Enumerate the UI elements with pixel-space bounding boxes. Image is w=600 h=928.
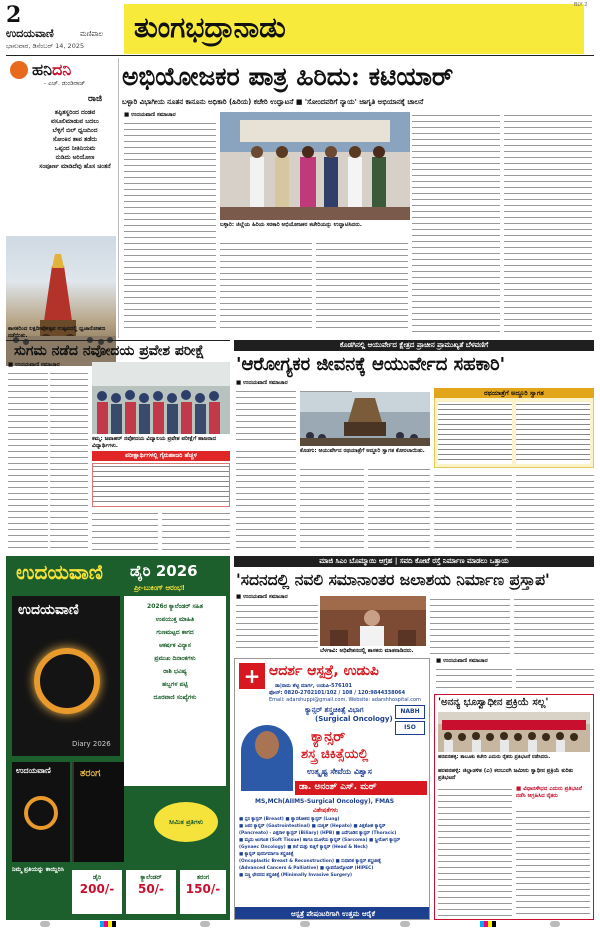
feature-line: ರಾಶಿ ಭವಿಷ್ಯ: [163, 668, 187, 675]
diary-book-2: [72, 762, 124, 862]
main-text-col-4: [412, 112, 500, 332]
column-divider: [118, 58, 119, 338]
price-box-2: [126, 870, 176, 914]
hospital-big-kn-1: ಕ್ಯಾನ್ಸರ್: [311, 729, 346, 745]
hani-word: ಹನಿ: [32, 60, 52, 79]
navodaya-text-col-4: [162, 510, 230, 552]
savadatti-dateline: ■ ಉದಯವಾಣಿ ಸಮಾಚಾರ: [236, 594, 288, 600]
main-dateline: ■ ಉದಯವಾಣಿ ಸಮಾಚಾರ: [124, 112, 176, 118]
price-box-3: [180, 870, 226, 914]
reg-mark-icon: [300, 921, 310, 927]
feature-line: ದೂರವಾಣಿ ಸಂಖ್ಯೆಗಳು: [153, 694, 197, 701]
ayurveda-text-col-6: [434, 472, 512, 552]
diary-cover-year: Diary 2026: [72, 740, 111, 748]
diary-cover: [12, 596, 120, 756]
feature-line: ಆಕರ್ಷಕ ವಿನ್ಯಾಸ: [159, 642, 191, 649]
price-label: ಡೈರಿ: [92, 874, 102, 881]
ayurveda-headline: 'ಆರೋಗ್ಯಕರ ಜೀವನಕ್ಕೆ ಆಯುರ್ವೇದ ಸಹಕಾರಿ': [236, 354, 506, 375]
service-line: ■ ಜಠರ ಕ್ಯಾನ್ಸರ್ (Gastrointestinal) ■ ಯಕೃತ್ (Hepato) ■ ಪಿತ್ತಕೋಶ ಕ್ಯಾನ್ಸರ್: [239, 824, 386, 829]
hani-dani-box: [6, 58, 116, 320]
ayurveda-sidebar-title: ರಥಯಾತ್ರೆಗೆ ಅದ್ದೂರಿ ಸ್ವಾಗತ: [434, 388, 594, 398]
feature-line: 2026ರ ಕ್ಯಾಲೆಂಡರ್ ಸಹಿತ: [147, 603, 203, 610]
reg-mark-icon: [100, 921, 116, 927]
main-photo: [220, 112, 410, 220]
poem-line: ತಪ್ಪಿತಸ್ಥರಿಂದ ದಂಡವ: [54, 109, 96, 116]
left-photo-caption: ಶಾಸಕರಿಂದ ಲಕ್ಷದೀಪೋತ್ಸವ ಉತ್ಸವದಲ್ಲಿ ಧ್ವಜಾರೋಹಣ ನಡೆಯಿತು.: [8, 326, 106, 339]
hospital-slogan: ಆಸ್ಪತ್ರೆ ಪೇಷಂಟರಿಗಾಗಿ ಉತ್ತಮ ಆರೈಕೆ: [235, 907, 430, 920]
ayurveda-text-col-1: [236, 388, 296, 444]
main-text-col-3: [316, 240, 408, 332]
main-subhead: ಬಳ್ಳಾರಿ ವಿಭಾಗೀಯ ನೂತನ ಕಾನೂನು ಅಧಿಕಾರಿ (ಹಿರಿಯ) ಕಚೇರಿ ಉದ್ಘಾಟನೆ ■ 'ಸೋಂದವರಿಗೆ ನ್ಯಾಯ' ಜಾಗೃತಿ ಅಭಿಯಾನಕ್ಕೆ ಚಾಲನೆ: [122, 98, 424, 106]
iso-badge: ISO: [395, 721, 425, 735]
savadatti-text-col-2: [430, 596, 510, 654]
right-dateline: ■ ಉದಯವಾಣಿ ಸಮಾಚಾರ: [436, 658, 488, 664]
diary-cover-brand: ಉದಯವಾಣಿ: [18, 602, 79, 618]
ayurveda-sidebar-text-1: [438, 402, 512, 464]
feature-line: ಹಬ್ಬಗಳ ಪಟ್ಟಿ: [162, 681, 188, 688]
paper-name: ಉದಯವಾಣಿ: [6, 27, 54, 40]
section-title: ತುಂಗಭದ್ರಾನಾಡು: [134, 11, 286, 44]
navodaya-sidebar-title: ಪರೀಕ್ಷಾರ್ಥಿಗಳಲ್ಲಿ ಗೈರುಹಾಜರಿ ಹೆಚ್ಚಳ: [92, 451, 230, 461]
ayurveda-text-col-5: [368, 466, 430, 552]
poem-line: ವಸೂಲಿಮಾಡುವ ಬದಲು: [51, 118, 99, 125]
service-line: ■ ಕ್ಯಾನ್ಸರ್ ಪುನರ್ನಿರ್ಮಾಣ ಶಸ್ತ್ರಚಿಕಿತ್ಸೆ: [239, 852, 294, 857]
hospital-logo-icon: +: [239, 663, 265, 689]
bhoomi-intro: ಹರಪನಹಳ್ಳಿ: ಜಿಲ್ಲಾಡಳಿತ (ಎ) ಕಲಬುರಗಿ ಜಮೀನು ಸ್ವಾಧೀನ ಪ್ರಕ್ರಿಯೆ ಕುರಿತು ಪ್ರತಿಭಟನೆ: [438, 768, 574, 781]
doctor-photo: [241, 725, 293, 791]
navodaya-text-col-2: [50, 370, 88, 552]
session-banner: ಮಾಜಿ ಸಿಎಂ ಬೊಮ್ಮಾಯಿ ಆಗ್ರಹ | ಸವದಿ ಕೋಟೆ ರಸ್ತೆ ನಿರ್ಮಾಣ ಮಾಡಲು ಒತ್ತಾಯ: [234, 556, 594, 567]
savadatti-photo-caption: ಬೆಳಗಾವಿ: ಅಧಿವೇಶನದಲ್ಲಿ ಶಾಸಕರು ಮಾತನಾಡಿದರು.: [320, 648, 414, 654]
savadatti-headline: 'ಸದನದಲ್ಲಿ ನವಲಿ ಸಮಾನಾಂತರ ಜಲಾಶಯ ನಿರ್ಮಾಣ ಪ್ರಸ್ತಾಪ': [236, 570, 550, 589]
nabh-badge: NABH: [395, 705, 425, 719]
ayurveda-sidebar-text-2: [516, 402, 590, 464]
bhoomi-photo-caption: ಹರಪನಹಳ್ಳಿ: ತಾಲೂಕು ಕಚೇರಿ ಎದುರು ರೈತರು ಪ್ರತಿಭಟನೆ ನಡೆಸಿದರು.: [438, 754, 551, 760]
ayurveda-dateline: ■ ಉದಯವಾಣಿ ಸಮಾಚಾರ: [236, 380, 288, 386]
dani-word: ದನಿ: [51, 60, 72, 79]
diary-ad-tagline: ಪ್ರೀ-ಬುಕಿಂಗ್ ಆರಂಭ!: [134, 584, 185, 592]
navodaya-text-col-1: [8, 370, 48, 552]
navodaya-dateline: ■ ಉದಯವಾಣಿ ಸಮಾಚಾರ: [8, 362, 60, 368]
right-text-col-2: [516, 666, 594, 692]
main-text-col-2: [220, 240, 312, 332]
diary-ad-title: ಡೈರಿ 2026: [130, 562, 198, 580]
price-label: ಕ್ಯಾಲೆಂಡರ್: [140, 874, 162, 881]
poem-line: ಸೋಂಕಿನ ತಾಪ ತಡೆದು: [52, 136, 98, 143]
hospital-name: ಆದರ್ಶ ಆಸ್ಪತ್ರೆ, ಉಡುಪಿ: [269, 663, 379, 679]
doctor-face: [255, 731, 279, 759]
reg-mark-icon: [200, 921, 210, 927]
service-line: (Pancreato) - ಪಿತ್ತನಾಳ ಕ್ಯಾನ್ಸರ್ (Biliary) (HPB) ■ ಎದೆಗೂಡಿನ ಕ್ಯಾನ್ಸರ್ (Thoracic): [239, 831, 397, 836]
bhoomi-photo: [438, 712, 590, 752]
service-line: (Advanced Cancers & Palliative) ■ ಲ್ಯಾಪರೋಸ್ಕೋಪಿಕ್ (HIPEC): [239, 866, 374, 871]
doctor-credentials: MS,MCh(AIIMS-Surgical Oncology), FMAS: [255, 798, 395, 805]
service-line: ■ ಸಣ್ಣ ಛೇದನದ ಶಸ್ತ್ರಚಿಕಿತ್ಸೆ (Minimally Invasive Surgery): [239, 873, 353, 878]
main-text-col-1: [124, 120, 216, 330]
ayurveda-chariot-photo: [300, 392, 430, 446]
feature-line: ಗುಣಮಟ್ಟದ ಕಾಗದ: [156, 629, 194, 636]
navodaya-photo-caption: ಕಮ್ಮ: ಜವಾಹರ್ ನವೋದಯ ವಿದ್ಯಾಲಯ ಪ್ರವೇಶ ಪರೀಕ್ಷೆಗೆ ಹಾಜರಾದ ವಿದ್ಯಾರ್ಥಿಗಳು.: [92, 436, 217, 449]
hani-dani-logo: [10, 61, 28, 79]
hospital-web: Email: adarshuppi@gmail.com, Website: adarshhospital.com: [269, 697, 421, 703]
price-value: 50/-: [137, 882, 165, 896]
hani-dani-byline: - ಎಚ್. ಡುಂಡಿರಾಜ್: [44, 80, 86, 87]
poem-line: ಸಂಪೂರ್ಣ ಮಾಡಿದೆವು ಹೊಸ ಚಿಂತನೆ: [39, 163, 111, 170]
reg-mark-icon: [400, 921, 410, 927]
diary-ad-brand: ಉದಯವಾಣಿ: [16, 560, 103, 584]
ayurveda-photo-caption: ಕೊಡಗು: ಆಯುರ್ವೇದ ರಥಯಾತ್ರೆಗೆ ಅದ್ದೂರಿ ಸ್ವಾಗತ ಕೋರಲಾಯಿತು.: [300, 448, 425, 454]
poem-line: ನುಡಿದು ಅರಿಯೋಣ: [55, 154, 95, 161]
poem-title: ರಾಜಿ: [88, 94, 102, 104]
hospital-dept-en: (Surgical Oncology): [315, 715, 393, 723]
poem-line: ಬೆಳ್ಳಿಗೆ ಬಿಲ್ ಧ್ವಜದಿಂದ: [52, 127, 98, 134]
savadatti-text-col-1: [236, 602, 318, 652]
hospital-big-kn-2: ಶಸ್ತ್ರ ಚಿಕಿತ್ಸೆಯಲ್ಲಿ: [301, 747, 369, 762]
reg-mark-icon: [550, 921, 560, 927]
navodaya-top-rule: [6, 340, 230, 341]
reg-mark-icon: [40, 921, 50, 927]
issue-date: ಭಾನುವಾರ, ಡಿಸೆಂಬರ್ 14, 2025: [6, 42, 85, 50]
navodaya-photo: [92, 362, 230, 434]
speciality-label: ವಿಶೇಷತೆಗಳು: [313, 807, 339, 814]
service-line: (Oncoplastic Breast & Reconstruction) ■ ಸುಧಾರಿತ ಕ್ಯಾನ್ಸರ್ ಶಸ್ತ್ರಚಿಕಿತ್ಸೆ: [239, 859, 381, 864]
main-text-col-5: [504, 112, 592, 332]
bhoomi-text-col-2: [516, 808, 590, 916]
right-text-col-1: [436, 666, 512, 692]
hospital-phone: ಫೋನ್: 0820-2702101/102 / 108 / 120:9844338064: [269, 690, 406, 696]
price-label: ತರಂಗ: [196, 874, 210, 881]
service-line: ■ ಮೃದು ಅಂಗಾಂಶ (Soft Tissue) ಹಾಗೂ ಮೂಳೆಯ ಕ್ಯಾನ್ಸರ್ (Sarcoma) ■ ಸ್ತ್ರೀರೋಗ ಕ್ಯಾನ್ಸರ್: [239, 838, 401, 843]
diary-ad[interactable]: [6, 556, 230, 920]
ayurveda-text-col-7: [516, 472, 594, 552]
edition-label: ಮಣಿಪಾಲ: [80, 30, 104, 38]
navodaya-sidebar-text: [92, 463, 230, 507]
poem-line: ಒಪ್ಪಂದ ನೀತಿನಿಯಮ: [54, 145, 96, 152]
page-number: 2: [6, 2, 22, 28]
feature-line: ಪ್ರಮುಖ ದಿನಾಂಕಗಳು: [154, 655, 196, 662]
price-value: 200/-: [79, 882, 115, 896]
bhoomi-note: ■ ವಿಧಾನಸೌಧದ ಎದುರು ಪ್ರತಿಭಟನೆ ನಡೆಸಿ ಆಗ್ರಹಿಸಿದ ರೈತರು: [516, 786, 582, 799]
hospital-big-kn-3: ಉತ್ಕೃಷ್ಟ ಸೇವೆಯ ವಿಶ್ವಾಸ: [307, 767, 372, 776]
diary-bottom-text: ನಿಮ್ಮ ಪ್ರತಿಯನ್ನು ಕಾಯ್ದಿರಿಸಿ: [12, 866, 64, 873]
hospital-dept-kn: ಕ್ಯಾನ್ಸರ್ ಶಸ್ತ್ರಚಿಕಿತ್ಸೆ ವಿಭಾಗ: [305, 706, 364, 714]
price-value: 150/-: [185, 882, 221, 896]
savadatti-text-col-3: [514, 596, 594, 654]
diary-seal: ಸೀಮಿತ ಪ್ರತಿಗಳು: [154, 802, 218, 842]
navodaya-headline: ಸುಗಮ ನಡೆದ ನವೋದಯ ಪ್ರವೇಶ ಪರೀಕ್ಷೆ: [14, 343, 205, 359]
page-code: BLY 2: [574, 2, 588, 8]
feature-line: ಉಪಯುಕ್ತ ಮಾಹಿತಿ: [155, 616, 195, 623]
eclipse-ring-small-icon: [24, 796, 58, 830]
bhoomi-headline: 'ಅನನ್ಯ ಭೂಸ್ವಾಧೀನ ಪ್ರಕ್ರಿಯೆ ಸಲ್ಲ': [438, 697, 549, 708]
bhoomi-text-col-1: [438, 786, 512, 916]
main-headline: ಅಭಿಯೋಜಕರ ಪಾತ್ರ ಹಿರಿದು: ಕಟಿಯಾರ್: [122, 62, 454, 91]
ayurveda-text-col-3: [236, 448, 296, 552]
registration-marks: [0, 920, 600, 928]
reg-mark-icon: [480, 921, 496, 927]
hospital-ad[interactable]: [234, 658, 430, 920]
diary-book-brand: ಉದಯವಾಣಿ: [16, 766, 51, 775]
ayurveda-text-col-4: [300, 466, 364, 552]
hani-dani-title: [32, 60, 71, 80]
savadatti-photo: [320, 596, 426, 646]
kodagu-banner: ಕೊಡಗಿನಲ್ಲಿ ಆಯುರ್ವೇದ ಕ್ಷೇತ್ರದ ಪ್ರಾಚೀನ ಪ್ರಾಮುಖ್ಯತೆ ಬೆಳವಣಿಗೆ: [234, 340, 594, 351]
masthead-rule: [6, 55, 594, 56]
price-box-1: [72, 870, 122, 914]
diary-features: [124, 596, 226, 786]
poem-body: [36, 108, 114, 171]
doctor-name: ಡಾ. ಅನಂತ್ ಎಸ್. ಮಠ್: [299, 782, 377, 792]
service-line: (Gynaec Oncology) ■ ತಲೆ ಮತ್ತು ಕುತ್ತಿಗೆ ಕ್ಯಾನ್ಸರ್ (Head & Neck): [239, 845, 368, 850]
hospital-services: [239, 816, 427, 879]
hospital-address: ಡಾ|ರಾಮ ಶೆಟ್ಟಿ ಮಾರ್ಗ, ಉಡುಪಿ-576101: [275, 683, 353, 689]
main-photo-caption: ಬಳ್ಳಾರಿ: ಜಿಲ್ಲೆಯ ಹಿರಿಯ ಸರಕಾರಿ ಅಭಿಯೋಜಕರ ಕಚೇರಿಯನ್ನು ಉದ್ಘಾಟಿಸಿದರು.: [220, 222, 362, 228]
navodaya-text-col-3: [92, 510, 158, 552]
diary-book-1: [12, 762, 70, 862]
diary-book-title: ತರಂಗ: [80, 768, 101, 779]
service-line: ■ ಸ್ತನ ಕ್ಯಾನ್ಸರ್ (Breast) ■ ಶ್ವಾಸಕೋಶದ ಕ್ಯಾನ್ಸರ್ (Lung): [239, 817, 340, 822]
eclipse-ring-icon: [34, 648, 100, 714]
